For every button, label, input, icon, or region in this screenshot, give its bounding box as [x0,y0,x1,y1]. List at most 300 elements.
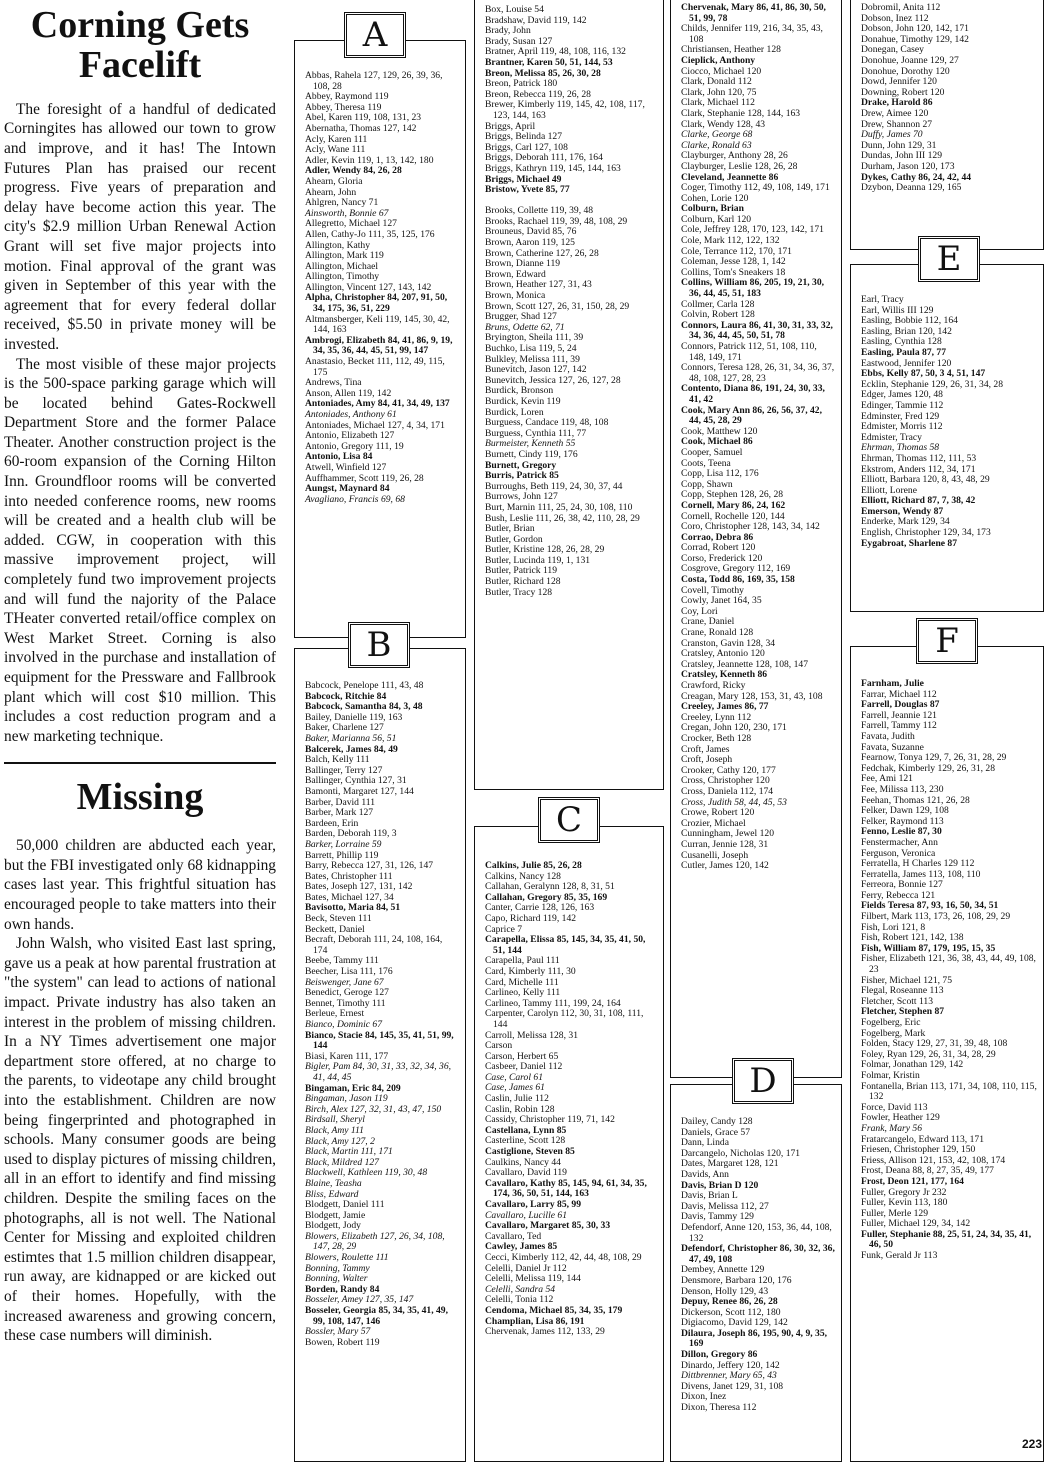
index-entry: Cook, Michael 86 [681,436,753,448]
index-entry: Babcock, Penelope 111, 43, 48 [305,680,424,691]
index-entry: Digiacomo, David 129, 142 [681,1317,788,1329]
index-entry: Dittbrenner, Mary 65, 43 [681,1370,777,1382]
index-entry: Black, Amy 111 [305,1124,364,1136]
index-entry: Cooper, Samuel [681,446,743,458]
index-entry: Briggs, Carl 127, 108 [485,141,568,153]
index-entry: Ebbs, Kelly 87, 50, 3 4, 51, 147 [861,368,986,380]
index-entry: Alpha, Christopher 84, 207, 91, 50, 34, 175, 36, 51, 229 [305,292,448,315]
section-divider [4,762,276,764]
index-entry: Celelli, Sandra 54 [485,1283,556,1295]
index-entry: Coy, Lori [681,605,718,617]
missing-paragraph: 50,000 children are abducted each year, but the FBI investigated only 68 kidnapping cases last year. This frightful situation has encouraged people to take matters into their own hands. [4,837,276,933]
missing-article [4,836,276,1345]
index-entry: Butler, Tracy 128 [485,586,553,598]
index-entry: Dixon, Theresa 112 [681,1402,757,1414]
index-entry: Brugger, Shad 127 [485,311,557,323]
index-entry: Farnham, Julie [861,678,924,689]
index-entry: Caslin, Robin 128 [485,1103,555,1115]
index-entry: Brady, Susan 127 [485,35,553,47]
index-entry: Celelli, Tonia 112 [485,1294,554,1306]
index-entry: Frank, Mary 56 [861,1122,923,1134]
index-entry: Elliott, Richard 87, 7, 38, 42 [861,495,976,507]
index-entry: Allington, Vincent 127, 143, 142 [305,281,432,293]
index-entry: Clark, John 120, 75 [681,86,757,98]
index-entry: Folden, Stacy 129, 27, 31, 39, 48, 108 [861,1038,1008,1050]
index-entry: Beckett, Daniel [305,923,365,935]
index-entry: Dembey, Annette 129 [681,1264,765,1276]
index-entry: Cieplick, Anthony [681,54,756,66]
index-entry: Cook, Mary Ann 86, 26, 56, 37, 42, 44, 45, 28, 29 [681,404,822,427]
index-entry: Acly, Wane 111 [305,144,366,156]
index-entry: Colburn, Brian [681,203,744,215]
index-entry: Altmansberger, Keli 119, 145, 30, 42, 144, 163 [305,313,450,336]
index-entry: Butler, Patrick 119 [485,565,557,577]
index-entry: Blowers, Elizabeth 127, 26, 34, 108, 147, 28, 29 [305,1230,445,1253]
index-entry: Bossler, Mary 57 [305,1326,371,1338]
index-letter-e: E [918,236,980,282]
index-entry: Connors, Patrick 112, 51, 108, 110, 148, 149, 171 [681,341,817,363]
index-letter-d: D [732,1058,794,1104]
index-box-e [850,264,1044,612]
index-entry: Butler, Gordon [485,533,543,545]
index-entry: Ehrman, Thomas 112, 111, 53 [861,452,977,464]
index-entry: Burrows, John 127 [485,491,558,503]
index-entry: Elliott, Lorene [861,484,917,496]
index-entry: Cranston, Gavin 128, 34 [681,637,776,649]
index-entry: Dobson, Inez 112 [861,12,929,24]
index-entry: Blodgett, Jamie [305,1209,366,1221]
index-entry: Caulkins, Nancy 44 [485,1156,561,1168]
index-entry: Crozier, Michael [681,817,746,829]
index-entry: Avagliano, Francis 69, 68 [305,493,405,505]
index-entry: Durham, Jason 120, 173 [861,160,955,172]
index-entry: Acly, Karen 111 [305,133,368,145]
index-entry: Casterline, Scott 128 [485,1135,566,1147]
index-entry: Daniels, Grace 57 [681,1126,750,1138]
index-entry: Caprice 7 [485,923,523,935]
index-entry: Brown, Heather 127, 31, 43 [485,279,592,291]
index-entry: Fee, Milissa 113, 230 [861,783,944,795]
index-entry: Fields Teresa 87, 93, 16, 50, 34, 51 [861,900,999,912]
index-entry: Burguess, Candace 119, 48, 108 [485,417,609,429]
index-entry: Crane, Ronald 128 [681,627,754,639]
index-entry: Bingaman, Jason 119 [305,1093,388,1105]
index-entry: Eastwood, Jennifer 120 [861,357,952,369]
index-entry: Dates, Margaret 128, 121 [681,1158,779,1170]
index-entry: Antoniades, Amy 84, 41, 34, 49, 137 [305,398,450,410]
index-entry: Felker, Raymond 113 [861,815,944,827]
index-entry: Fuller, Stephanie 88, 25, 51, 24, 34, 35, 41, 46, 50 [861,1228,1032,1251]
index-entry: Creeley, James 86, 77 [681,701,769,713]
index-entry: Crowe, Robert 120 [681,807,755,819]
index-entry: Creeley, Lynn 112 [681,711,752,723]
index-entry: Bardeen, Erin [305,817,359,829]
index-entry: Folmar, Kristin [861,1069,920,1081]
index-entry: Clayburger, Leslie 128, 26, 28 [681,160,798,172]
index-entry: Cornell, Mary 86, 24, 162 [681,499,786,511]
index-entry: Fuller, Gregory Jr 232 [861,1186,947,1198]
index-entry: Anson, Allen 119, 142 [305,387,392,399]
index-entry: Easling, Brian 120, 142 [861,325,952,337]
index-entry: Bianco, Dominic 67 [305,1019,383,1030]
index-entry: Allington, Kathy [305,239,371,251]
index-entry: Clarke, Ronald 63 [681,139,752,151]
index-entry: Collins, William 86, 205, 19, 21, 30, 36, 44, 45, 51, 183 [681,277,825,300]
index-entry: Bavisotto, Maria 84, 51 [305,902,401,914]
index-entry: Clark, Stephanie 128, 144, 163 [681,107,801,119]
index-entry: Eygabroat, Sharlene 87 [861,537,958,549]
index-entry: Edminster, Fred 129 [861,410,940,422]
index-entry: Bliss, Edward [305,1188,359,1200]
index-entry: Brown, Edward [485,268,546,280]
index-entry: Butler, Kristine 128, 26, 28, 29 [485,544,605,556]
index-letter-f: F [916,618,978,664]
index-entry: Abel, Karen 119, 108, 131, 23 [305,112,422,124]
index-entry: Capo, Richard 119, 142 [485,912,577,924]
index-entry: Friess, Allison 121, 153, 42, 108, 174 [861,1154,1006,1166]
index-entry: Ainsworth, Bonnie 67 [305,207,389,219]
index-entry: Cosgrove, Gregory 112, 169 [681,563,791,575]
index-entry: Curran, Jennie 128, 31 [681,838,769,850]
index-entry: Fletcher, Stephen 87 [861,1006,945,1018]
index-entry: Burdick, Bronson [485,385,554,397]
index-entry: Carroll, Melissa 128, 31 [485,1029,578,1041]
index-entry: Edmister, Tracy [861,431,922,443]
index-entry: Clark, Donald 112 [681,76,752,88]
index-entry: Bates, Michael 127, 34 [305,891,394,903]
index-entry: Earl, Willis III 129 [861,304,934,316]
index-entry: Drew, Shannon 27 [861,118,933,130]
index-entry: Cutler, James 120, 142 [681,860,769,872]
index-entry: Balch, Kelly 111 [305,754,370,766]
index-entry: Carapella, Paul 111 [485,955,560,967]
index-entry: Berleue, Ernest [305,1008,365,1020]
index-entry: Black, Martin 111, 171 [305,1146,393,1158]
index-entry: Fish, Robert 121, 142, 138 [861,932,964,944]
index-box-c [474,826,664,1462]
index-entry: Clayburger, Anthony 28, 26 [681,150,788,162]
stories-column [4,0,276,1465]
index-entry: Corrao, Debra 86 [681,531,754,543]
index-entry: Beebe, Tammy 111 [305,955,379,967]
index-entry: Calkins, Nancy 128 [485,870,561,882]
index-entry: Blackwell, Kathleen 119, 30, 48 [305,1167,428,1179]
index-entry: Fee, Ami 121 [861,773,913,785]
index-entry: Dundas, John III 129 [861,150,943,162]
facelift-paragraph: The foresight of a handful of dedicated Corningites has allowed our town to grow and improve, and it has! The Intown Futures Plan has praised our recent progress. Five years of preparation and delay have become action this year. The city's $2.9 million Urban Renewal Action Grant will set five major projects into motion. Final approval of the grant was given in September of this year with the agreement that for every federal dollar received, $5.50 in private money will be invested. [4,100,276,353]
index-entry: Ekstrom, Anders 112, 34, 171 [861,463,976,475]
index-entry: Easling, Paula 87, 77 [861,346,947,358]
index-entry: Carson [485,1040,513,1052]
index-entry: Baker, Marianna 56, 51 [305,732,397,744]
index-entry: Case, Carol 61 [485,1071,544,1083]
index-entry: Borden, Randy 84 [305,1283,380,1295]
index-entry: Celelli, Melissa 119, 144 [485,1273,581,1285]
index-list-f [861,679,1037,1262]
index-entry: Cohen, Lorie 120 [681,192,749,204]
index-entry: Coro, Christopher 128, 143, 34, 142 [681,521,820,533]
index-entry: Cratsley, Antonio 120 [681,648,765,660]
index-entry: Croft, Joseph [681,754,733,766]
index-entry: Bunevitch, Jason 127, 142 [485,364,587,376]
index-entry: Bianco, Stacie 84, 145, 35, 41, 51, 99, 144 [305,1029,454,1052]
index-entry: Bush, Leslie 111, 26, 38, 42, 110, 28, 29 [485,512,640,524]
facelift-headline: Corning Gets Facelift [30,4,250,86]
index-entry: Bratner, April 119, 48, 108, 116, 132 [485,46,626,58]
index-entry: Connors, Laura 86, 41, 30, 31, 33, 32, 34, 36, 44, 45, 50, 51, 78 [681,319,833,342]
index-entry: Edmister, Morris 112 [861,421,943,433]
index-entry: Cawley, James 85 [485,1241,558,1253]
index-entry: Briggs, Kathryn 119, 145, 144, 163 [485,162,621,174]
index-entry: Blodgett, Daniel 111 [305,1199,385,1211]
index-entry: Dowd, Jennifer 120 [861,76,937,88]
index-entry: Coleman, Jesse 128, 1, 142 [681,256,786,268]
index-entry: Bosseler, Georgia 85, 34, 35, 41, 49, 99, 108, 147, 146 [305,1305,449,1327]
index-entry: Burt, Marnin 111, 25, 24, 30, 108, 110 [485,501,633,513]
index-entry: Andrews, Tina [305,377,362,389]
index-entry: Favata, Judith [861,730,915,742]
index-entry: Brantner, Karen 50, 51, 144, 53 [485,56,613,68]
index-entry: Emerson, Wendy 87 [861,505,944,517]
index-entry: Dobromil, Anita 112 [861,2,941,13]
index-entry: Burdick, Loren [485,406,544,418]
index-entry: Brooks, Rachael 119, 39, 48, 108, 29 [485,215,628,227]
index-entry: Corrad, Robert 120 [681,542,756,554]
index-entry: Barrett, Phillip 119 [305,849,379,861]
index-entry: Cook, Matthew 120 [681,425,758,437]
index-entry: Cregan, John 120, 230, 171 [681,722,787,734]
index-entry: Bowen, Robert 119 [305,1336,380,1348]
index-entry: Caslin, Julie 112 [485,1093,549,1105]
index-entry: Copp, Lisa 112, 176 [681,468,759,480]
index-entry: Cole, Terrance 112, 170, 171 [681,245,792,257]
index-entry: Carlineo, Kelly 111 [485,987,561,999]
index-entry: Beiswenger, Jane 67 [305,976,384,988]
index-entry: Bradshaw, David 119, 142 [485,14,587,26]
index-entry: Collmer, Carla 128 [681,298,755,310]
index-entry: Bosseler, Amey 127, 35, 147 [305,1294,414,1306]
index-entry: Fish, Lori 121, 8 [861,921,926,933]
index-entry: Bruns, Odette 62, 71 [485,321,565,333]
index-entry: Fowler, Heather 129 [861,1112,940,1124]
index-entry: Elliott, Barbara 120, 8, 43, 48, 29 [861,474,990,486]
index-entry: Denson, Holly 129, 43 [681,1285,769,1297]
index-entry: Cole, Jeffrey 128, 170, 123, 142, 171 [681,224,824,236]
index-entry: Covell, Timothy [681,584,744,596]
index-entry: Beck, Steven 111 [305,913,372,925]
index-entry: Barker, Lorraine 59 [305,838,382,850]
index-entry: Birdsall, Sheryl [305,1114,365,1126]
index-entry: Buchko, Lisa 119, 5, 24 [485,343,577,354]
index-entry: Farrell, Douglas 87 [861,699,940,711]
index-entry: Colburn, Karl 120 [681,213,752,225]
index-entry: Cross, Judith 58, 44, 45, 53 [681,796,787,808]
index-entry: Abbey, Raymond 119 [305,91,389,103]
index-entry: Carapella, Elissa 85, 145, 34, 35, 41, 50, 51, 144 [485,934,646,956]
index-entry: Donohue, Dorothy 120 [861,65,950,77]
index-entry: Ferry, Rebecca 121 [861,889,936,901]
index-entry: Crooker, Cathy 120, 177 [681,764,776,776]
index-entry: Babcock, Samantha 84, 3, 48 [305,701,423,713]
index-entry: Breon, Melissa 85, 26, 30, 28 [485,67,601,79]
index-entry: Creagan, Mary 128, 153, 31, 43, 108 [681,690,823,702]
index-entry: Ferguson, Veronica [861,847,936,859]
index-entry: Brown, Catherine 127, 26, 28 [485,247,599,259]
index-entry: Flegal, Roseanne 113 [861,985,944,997]
index-entry: Clarke, George 68 [681,129,753,141]
index-entry: Farrell, Jeannie 121 [861,709,937,721]
index-entry: Dunn, John 129, 31 [861,139,937,151]
index-entry: Filbert, Mark 113, 173, 26, 108, 29, 29 [861,911,1011,923]
index-entry: Christiansen, Heather 128 [681,44,781,56]
index-entry: Fogelberg, Eric [861,1017,921,1028]
index-entry: Castiglione, Steven 85 [485,1146,575,1158]
index-entry: Dilaura, Joseph 86, 195, 90, 4, 9, 35, 169 [681,1327,828,1350]
index-entry: Carson, Herbert 65 [485,1050,559,1062]
index-entry: Dobson, John 120, 142, 171 [861,23,969,35]
index-list-d [681,1117,835,1414]
index-box-b-continued [474,0,664,790]
index-entry: Chervenak, James 112, 133, 29 [485,1326,605,1338]
index-entry: Ferreora, Bonnie 127 [861,879,943,891]
index-entry: Ciocco, Michael 120 [681,65,762,77]
index-list-c-continued [681,3,835,872]
index-entry: Bunevitch, Jessica 127, 26, 127, 28 [485,374,621,386]
index-entry: Dann, Linda [681,1137,729,1149]
index-entry: Fisher, Michael 121, 75 [861,974,953,986]
index-entry: Drake, Harold 86 [861,97,933,109]
index-entry: Butler, Brian [485,523,535,535]
index-entry: Burnett, Cindy 119, 176 [485,448,578,460]
index-entry: Dillon, Gregory 86 [681,1349,758,1361]
page-number: 223 [1021,1437,1042,1451]
index-entry: Casbeer, Daniel 112 [485,1061,563,1073]
index-entry: Easling, Bobbie 112, 164 [861,315,958,327]
index-entry: Cendoma, Michael 85, 34, 35, 179 [485,1304,623,1316]
index-entry: Donahue, Timothy 129, 142 [861,33,969,45]
index-entry: Cowly, Janet 164, 35 [681,595,762,607]
index-entry: Antonio, Elizabeth 127 [305,430,395,442]
index-entry: Bates, Joseph 127, 131, 142 [305,881,413,893]
index-entry: Donegan, Casey [861,44,924,56]
index-entry: Becraft, Deborah 111, 24, 108, 164, 174 [305,934,443,956]
index-entry: Cavallaro, Margaret 85, 30, 33 [485,1220,611,1232]
index-entry: Brown, Monica [485,290,546,302]
index-entry: Cavallaro, David 119 [485,1167,567,1179]
index-entry: Davis, Tammy 129 [681,1211,754,1223]
index-entry: Butler, Lucinda 119, 1, 131 [485,554,591,566]
index-entry: Briggs, Michael 49 [485,173,562,185]
index-entry: Cratsley, Jeannette 128, 108, 147 [681,658,808,670]
missing-paragraph: John Walsh, who visited East last spring, gave us a peak at how parental frustration at "the system" can lead to actions of national impact. Private industry has also taken an interest in the problem of missing children. In a NY Times advertisement one major department store offered, at no charge to the parents, to videotape any child brought into the establishment. Children are now being fingerprinted and photographed in schools. Many consumer goods are being used to display pictures of missing children, all in an effort to identify and find missing children. Despite the smiling faces on the photographs, all is not well. The National Center for Missing and exploited children estimtes that 1.5 million children disappear, run away, are kidnapped or are kicked out of their homes. Hopefully, with the increased awareness and growing concern, these case numbers will diminish. [4,935,276,1345]
index-entry: Foley, Ryan 129, 26, 31, 34, 28, 29 [861,1048,996,1060]
index-entry: Beecher, Lisa 111, 176 [305,966,393,978]
index-entry: Adler, Kevin 119, 1, 13, 142, 180 [305,154,434,166]
index-box-c-continued [670,0,842,1078]
index-entry: Canter, Carrie 128, 126, 163 [485,902,595,914]
index-entry: Blowers, Roulette 111 [305,1252,389,1264]
index-entry: Copp, Stephen 128, 26, 28 [681,489,784,501]
index-entry: Barry, Rebecca 127, 31, 126, 147 [305,860,434,872]
index-entry: Cavallaro, Kathy 85, 145, 94, 61, 34, 35, 174, 36, 50, 51, 144, 163 [485,1177,647,1200]
index-entry: Dzybon, Deanna 129, 165 [861,182,962,194]
index-entry: Balcerek, James 84, 49 [305,743,398,755]
index-entry: Ambrogi, Elizabeth 84, 41, 86, 9, 19, 34, 35, 36, 44, 45, 51, 99, 147 [305,334,453,357]
index-entry: Crane, Daniel [681,616,735,628]
index-entry: Favata, Suzanne [861,741,924,753]
index-entry: Benedict, Geroge 127 [305,987,389,999]
index-entry: Cross, Christopher 120 [681,775,770,787]
index-entry: Burnett, Gregory [485,459,557,471]
index-entry: Connors, Teresa 128, 26, 31, 34, 36, 37, 48, 108, 127, 28, 23 [681,362,835,384]
index-entry: Drew, Aimee 120 [861,107,929,119]
index-entry: Cole, Mark 112, 122, 132 [681,235,780,247]
index-entry: Coger, Timothy 112, 49, 108, 149, 171 [681,182,830,194]
index-entry: Cratsley, Kenneth 86 [681,669,768,681]
index-entry: Baker, Charlene 127 [305,722,384,734]
index-entry: Bulkley, Melissa 111, 39 [485,353,580,365]
index-entry: Enderke, Mark 129, 34 [861,516,950,528]
index-entry: Colvin, Robert 128 [681,309,755,321]
index-entry: Allington, Mark 119 [305,250,384,262]
index-entry: Childs, Jennifer 119, 216, 34, 35, 43, 108 [681,23,823,45]
index-entry: Ehrman, Thomas 58 [861,442,940,454]
index-entry: Carpenter, Carolyn 112, 30, 31, 108, 111, 144 [485,1008,644,1030]
index-box-f [850,646,1044,1462]
index-entry: Breon, Patrick 180 [485,78,558,90]
index-entry: Carlineo, Tammy 111, 199, 24, 164 [485,997,621,1009]
facelift-article [4,100,276,747]
index-entry: Felker, Dawn 129, 108 [861,805,949,817]
index-entry: Blaine, Teasha [305,1177,362,1189]
index-entry: Cavallaro, Ted [485,1230,542,1242]
index-letter-b: B [348,622,410,668]
index-entry: Fuller, Michael 129, 34, 142 [861,1218,971,1230]
index-entry: Ballinger, Cynthia 127, 31 [305,775,407,787]
index-list-e [861,295,1037,549]
index-entry: Cecci, Kimberly 112, 42, 44, 48, 108, 29 [485,1251,642,1263]
index-entry: Ferratella, H Charles 129 112 [861,858,975,870]
index-entry: Defendorf, Anne 120, 153, 36, 44, 108, 132 [681,1221,832,1244]
index-entry: Barden, Deborah 119, 3 [305,828,397,840]
index-entry: Black, Amy 127, 2 [305,1135,375,1147]
index-entry: Aungst, Maynard 84 [305,483,390,495]
index-entry: Cassidy, Christopher 119, 71, 142 [485,1114,615,1126]
index-entry: Ahlgren, Nancy 71 [305,197,379,209]
index-list-b [305,681,459,1348]
index-box-a [294,40,466,638]
index-entry: Dickerson, Scott 112, 180 [681,1306,781,1318]
index-entry: Davis, Brian D 120 [681,1179,759,1191]
index-entry: Davids, Ann [681,1168,729,1180]
index-entry: Ahearn, John [305,186,357,198]
index-list-d-continued [861,3,1037,194]
index-entry: Bennet, Timothy 111 [305,997,386,1009]
index-entry: Callahan, Gregory 85, 35, 169 [485,891,608,903]
index-entry: Fish, William 87, 179, 195, 15, 35 [861,942,996,954]
index-entry: Copp, Shawn [681,478,733,490]
index-entry: Donohue, Joanne 129, 27 [861,54,959,66]
index-entry: Feehan, Thomas 121, 26, 28 [861,794,970,806]
index-entry: Folmar, Jonathan 129, 142 [861,1059,964,1071]
index-entry: Fuller, Merle 129 [861,1207,929,1219]
index-entry: Blodgett, Jody [305,1220,361,1232]
index-entry: Butler, Richard 128 [485,576,561,588]
index-entry: Clark, Michael 112 [681,97,755,109]
index-entry: Brooks, Collette 119, 39, 48 [485,205,594,217]
index-entry: Ahearn, Gloria [305,175,363,187]
index-entry: Costa, Todd 86, 169, 35, 158 [681,574,795,586]
